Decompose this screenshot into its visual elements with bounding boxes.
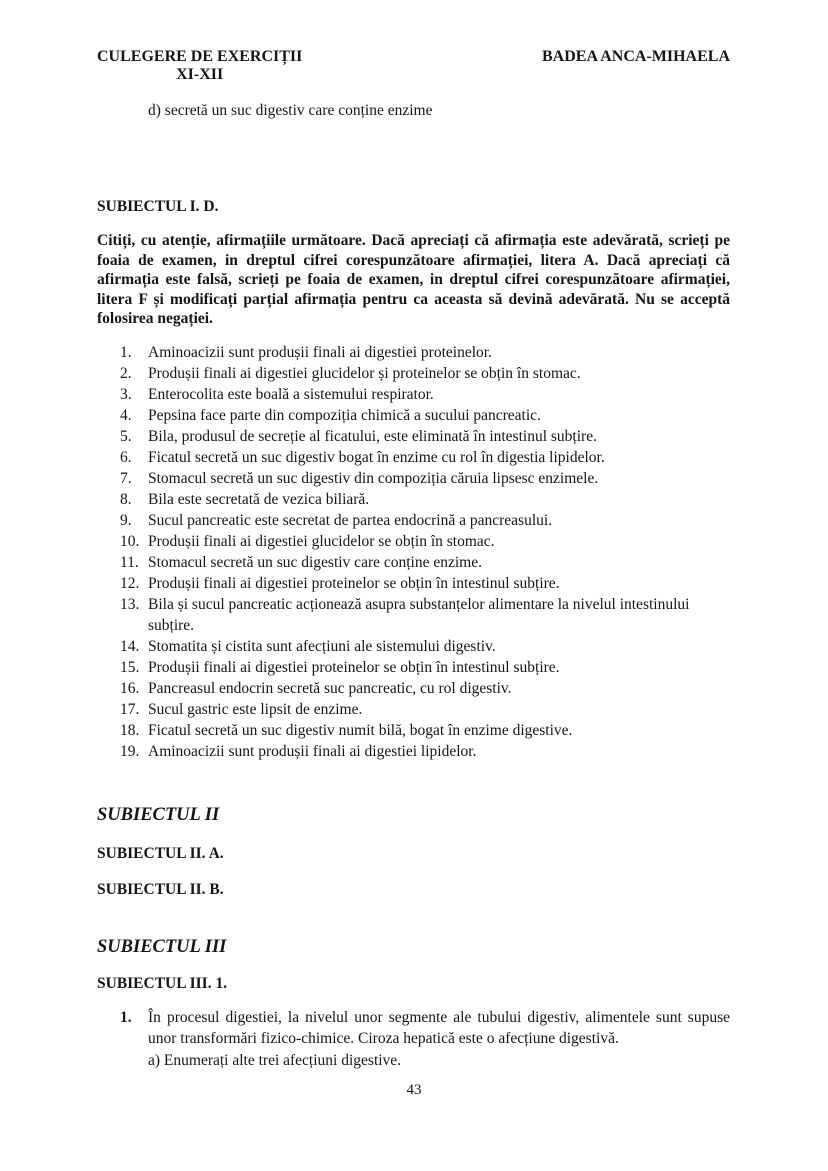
list-item: [120, 741, 730, 762]
list-item-text: Enterocolita este boală a sistemului respirator.: [148, 385, 434, 403]
list-item: [120, 720, 730, 741]
list-item: [120, 405, 730, 426]
heading-subiectul-3-1: SUBIECTUL III. 1.: [97, 974, 228, 992]
list-item-number: 3.: [120, 385, 132, 403]
heading-subiectul-1d: SUBIECTUL I. D.: [97, 198, 219, 215]
list-item-text: Sucul pancreatic este secretat de partea endocrină a pancreasului.: [148, 511, 553, 529]
list-item-number: 9.: [120, 511, 132, 529]
list-item-text: Pancreasul endocrin secretă suc pancreatic, cu rol digestiv.: [148, 679, 512, 697]
list-item-text: Ficatul secretă un suc digestiv numit bilă, bogat în enzime digestive.: [148, 721, 573, 739]
list-item: [120, 489, 730, 510]
list-item-text: Produșii finali ai digestiei glucidelor se obțin în stomac.: [148, 532, 495, 550]
list-item-text: Stomatita și cistita sunt afecțiuni ale sistemului digestiv.: [148, 637, 496, 655]
list-item: [120, 363, 730, 384]
list-item: [120, 678, 730, 699]
heading-subiectul-3: SUBIECTUL III: [97, 936, 227, 957]
list-item-text: Produșii finali ai digestiei glucidelor și proteinelor se obțin în stomac.: [148, 364, 581, 382]
list-item-number: 13.: [120, 595, 140, 613]
heading-subiectul-2b: SUBIECTUL II. B.: [97, 880, 224, 898]
list-item: [120, 573, 730, 594]
list-item: [120, 594, 730, 636]
list-item-number: 5.: [120, 427, 132, 445]
list-item-text: Aminoacizii sunt produșii finali ai digestiei proteinelor.: [148, 343, 492, 361]
list-item-number: 1.: [120, 343, 132, 361]
book-subtitle: XI-XII: [176, 66, 224, 83]
list-item-text: Bila, produsul de secreție al ficatului, este eliminată în intestinul subțire.: [148, 427, 597, 445]
heading-subiectul-2: SUBIECTUL II: [97, 804, 220, 825]
list-item-number: 19.: [120, 742, 140, 760]
list-item-number: 2.: [120, 364, 132, 382]
list-item-number: 18.: [120, 721, 140, 739]
list-item-number: 16.: [120, 679, 140, 697]
list-item-text: Ficatul secretă un suc digestiv bogat în enzime cu rol în digestia lipidelor.: [148, 448, 605, 466]
list-item: [120, 447, 730, 468]
page-header: [97, 48, 730, 84]
book-title-block: [97, 48, 302, 84]
list-item-number: 6.: [120, 448, 132, 466]
list-item-number: 7.: [120, 469, 132, 487]
list-item: [120, 699, 730, 720]
list-item-text: Stomacul secretă un suc digestiv care conține enzime.: [148, 553, 482, 571]
list-item-number: 10.: [120, 532, 140, 550]
list-item: [120, 636, 730, 657]
list-item-text: Bila și sucul pancreatic acționează asupra substanțelor alimentare la nivelul intestinului subțire.: [148, 595, 690, 634]
list-item-number: 8.: [120, 490, 132, 508]
page-number: 43: [406, 1082, 422, 1098]
list-item-number: 15.: [120, 658, 140, 676]
statements-list: [120, 342, 730, 762]
author-name: BADEA ANCA-MIHAELA: [541, 48, 730, 65]
list-item-text: Bila este secretată de vezica biliară.: [148, 490, 370, 508]
book-title: CULEGERE DE EXERCIȚII: [97, 48, 303, 65]
list-item-number: 4.: [120, 406, 132, 424]
list-item-text: Stomacul secretă un suc digestiv din compoziția căruia lipsesc enzimele.: [148, 469, 599, 487]
list-item-text: Sucul gastric este lipsit de enzime.: [148, 700, 363, 718]
list-item: [120, 342, 730, 363]
list-item-text: Aminoacizii sunt produșii finali ai digestiei lipidelor.: [148, 742, 477, 760]
exercise-1: [120, 1007, 730, 1072]
list-item: [120, 531, 730, 552]
list-item: [120, 384, 730, 405]
list-item: [120, 468, 730, 489]
list-item-text: Produșii finali ai digestiei proteinelor se obțin în intestinul subțire.: [148, 574, 560, 592]
instructions-paragraph: Citiți, cu atenție, afirmațiile următoare. Dacă apreciați că afirmația este adevărată, scrieți pe foaia de examen, in dreptul cifrei corespunzătoare afirmației, litera A. Dacă apreciați că afirmația este falsă, scrieți pe foaia de examen, in dreptul cifrei corespunzătoare afirmației, litera F și modificați parțial afirmația pentru ca aceasta să devină adevărată. Nu se acceptă folosirea negației.: [97, 232, 730, 327]
exercise-body: [148, 1007, 730, 1072]
heading-subiectul-2a: SUBIECTUL II. A.: [97, 844, 224, 862]
list-item-text: Pepsina face parte din compoziția chimică a sucului pancreatic.: [148, 406, 541, 424]
exercise-number: 1.: [120, 1008, 132, 1026]
list-item: [120, 552, 730, 573]
list-item-number: 12.: [120, 574, 140, 592]
exercise-text: În procesul digestiei, la nivelul unor segmente ale tubului digestiv, alimentele sunt supuse unor transformări fizico-chimice. Ciroza hepatică este o afecțiune digestivă.: [148, 1008, 730, 1047]
list-item-number: 11.: [120, 553, 139, 571]
exercise-subquestion-a: a) Enumerați alte trei afecțiuni digestive.: [148, 1051, 402, 1069]
list-item-text: Produșii finali ai digestiei proteinelor se obțin în intestinul subțire.: [148, 658, 560, 676]
list-item: [120, 510, 730, 531]
list-item: [120, 657, 730, 678]
list-item-number: 17.: [120, 700, 140, 718]
answer-option-d: d) secretă un suc digestiv care conține enzime: [148, 102, 433, 119]
list-item-number: 14.: [120, 637, 140, 655]
list-item: [120, 426, 730, 447]
